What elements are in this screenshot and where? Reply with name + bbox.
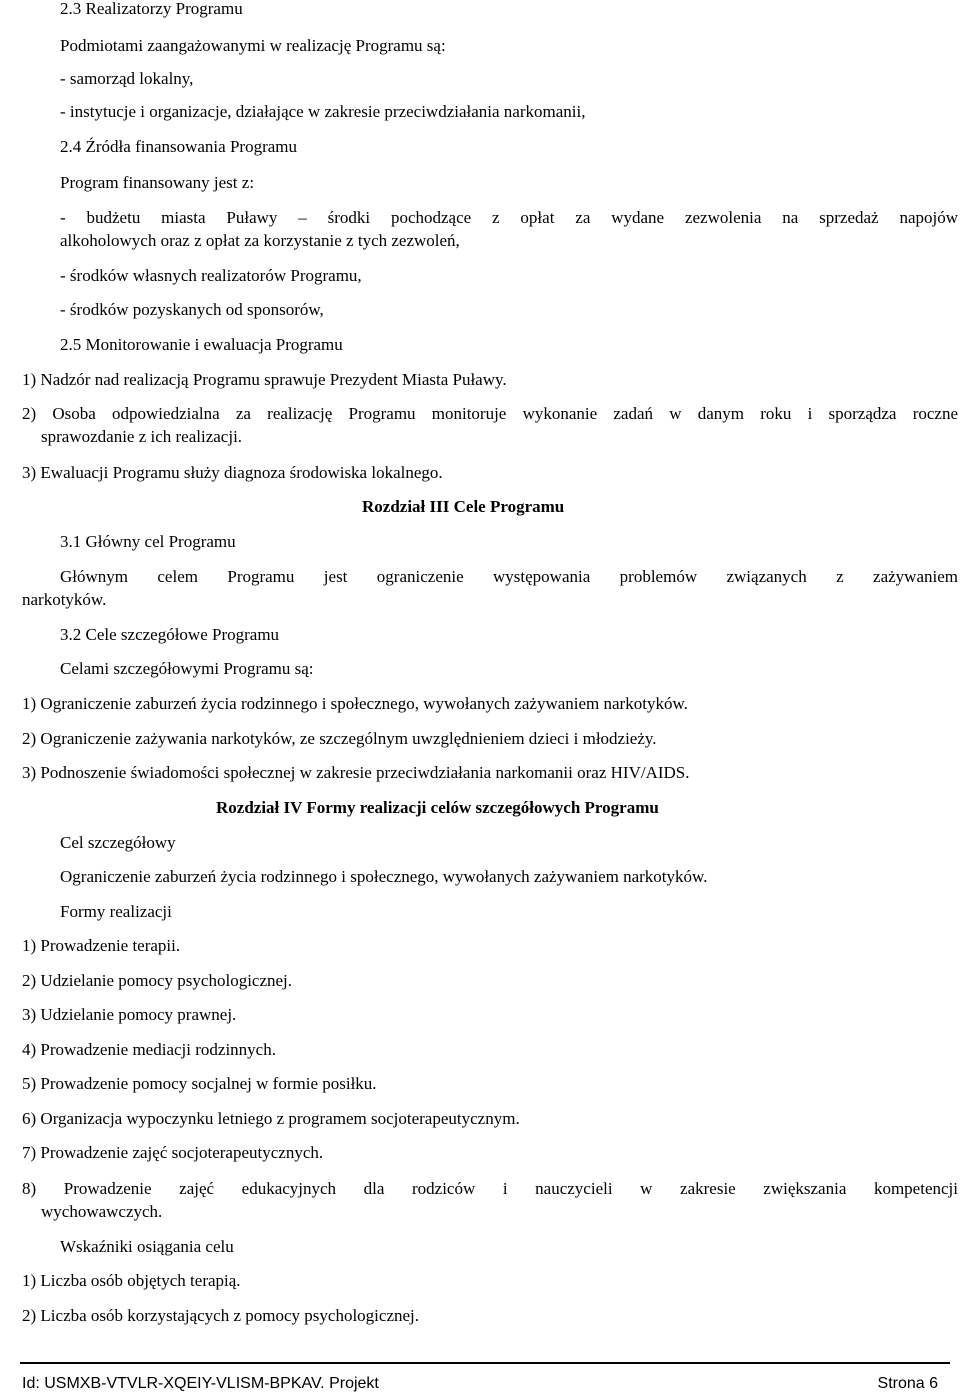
monitoring-point-3: 3) Ewaluacji Programu służy diagnoza środowiska lokalnego.: [22, 463, 443, 482]
chapter-4-title: Rozdział IV Formy realizacji celów szczegółowych Programu: [216, 798, 659, 817]
funding-item-own: - środków własnych realizatorów Programu,: [60, 266, 362, 285]
page-number: Strona 6: [877, 1375, 938, 1392]
list-item: 1) Ograniczenie zaburzeń życia rodzinnego i społecznego, wywołanych zażywaniem narkotyków.: [22, 694, 688, 713]
list-item: 7) Prowadzenie zajęć socjoterapeutycznych.: [22, 1143, 324, 1162]
list-item: 4) Prowadzenie mediacji rodzinnych.: [22, 1040, 276, 1059]
form-8-line1: 8) Prowadzenie zajęć edukacyjnych dla rodziców i nauczycieli w zakresie zwiększania kompetencji: [22, 1179, 958, 1198]
list-item: 2) Ograniczenie zażywania narkotyków, ze szczególnym uwzględnieniem dzieci i młodzieży.: [22, 729, 657, 748]
list-item: 6) Organizacja wypoczynku letniego z programem socjoterapeutycznym.: [22, 1109, 520, 1128]
list-item: 3) Udzielanie pomocy prawnej.: [22, 1005, 237, 1024]
section-2-5-heading: 2.5 Monitorowanie i ewaluacja Programu: [60, 335, 343, 354]
monitoring-point-2-line1: 2) Osoba odpowiedzialna za realizację Programu monitoruje wykonanie zadań w danym roku i sporządza roczne: [22, 404, 958, 423]
goal-label: Cel szczegółowy: [60, 833, 176, 852]
list-item: 3) Podnoszenie świadomości społecznej w zakresie przeciwdziałania narkomanii oraz HIV/AIDS.: [22, 763, 690, 782]
chapter-3-title: Rozdział III Cele Programu: [362, 497, 565, 516]
funding-item-budget-line2: alkoholowych oraz z opłat za korzystanie z tych zezwoleń,: [60, 231, 460, 250]
list-item: 1) Prowadzenie terapii.: [22, 936, 181, 955]
section-2-4-heading: 2.4 Źródła finansowania Programu: [60, 137, 297, 156]
forms-label: Formy realizacji: [60, 902, 172, 921]
list-item: - instytucje i organizacje, działające w zakresie przeciwdziałania narkomanii,: [60, 102, 586, 121]
section-2-4-intro: Program finansowany jest z:: [60, 173, 255, 192]
list-item: 5) Prowadzenie pomocy socjalnej w formie posiłku.: [22, 1074, 377, 1093]
main-goal-line2: narkotyków.: [22, 590, 107, 609]
indicators-label: Wskaźniki osiągania celu: [60, 1237, 234, 1256]
list-item: 2) Udzielanie pomocy psychologicznej.: [22, 971, 293, 990]
funding-item-sponsors: - środków pozyskanych od sponsorów,: [60, 300, 324, 319]
goal-text: Ograniczenie zaburzeń życia rodzinnego i społecznego, wywołanych zażywaniem narkotyków.: [60, 867, 708, 886]
list-item: 1) Liczba osób objętych terapią.: [22, 1271, 241, 1290]
list-item: 2) Liczba osób korzystających z pomocy psychologicznej.: [22, 1306, 420, 1325]
monitoring-point-2-line2: sprawozdanie z ich realizacji.: [41, 427, 243, 446]
document-id: Id: USMXB-VTVLR-XQEIY-VLISM-BPKAV. Projekt: [22, 1375, 379, 1392]
main-goal-line1: Głównym celem Programu jest ograniczenie występowania problemów związanych z zażywaniem: [60, 567, 958, 586]
section-3-2-intro: Celami szczegółowymi Programu są:: [60, 659, 314, 678]
section-2-3-heading: 2.3 Realizatorzy Programu: [60, 0, 243, 18]
list-item: - samorząd lokalny,: [60, 69, 194, 88]
section-3-2-heading: 3.2 Cele szczegółowe Programu: [60, 625, 280, 644]
section-3-1-heading: 3.1 Główny cel Programu: [60, 532, 236, 551]
section-2-3-intro: Podmiotami zaangażowanymi w realizację Programu są:: [60, 36, 446, 55]
funding-item-budget-line1: - budżetu miasta Puławy – środki pochodzące z opłat za wydane zezwolenia na sprzedaż napojów: [60, 208, 958, 227]
footer-divider: [20, 1362, 950, 1364]
form-8-line2: wychowawczych.: [41, 1202, 163, 1221]
monitoring-point-1: 1) Nadzór nad realizacją Programu sprawuje Prezydent Miasta Puławy.: [22, 370, 507, 389]
